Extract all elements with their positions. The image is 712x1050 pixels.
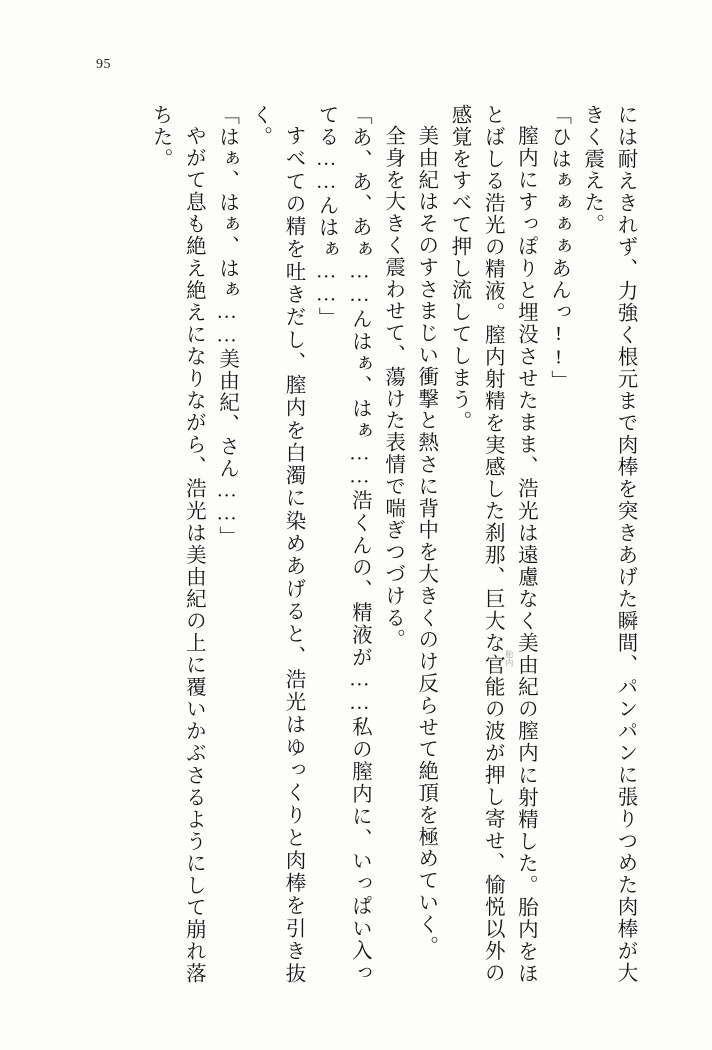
paragraph: すべての精を吐きだし、膣内を白濁に染めあげると、浩光はゆっくりと肉棒を引き抜く。 [248,104,304,984]
paragraph: 「はぁ、はぁ、はぁ……美由紀、さん……」 [215,104,238,548]
paragraph: 美由紀はそのすさまじい衝撃と熱さに背中を大きくのけ反らせて絶頂を極めていく。 [414,124,437,957]
paragraph: 「あ、あ、あぁ……んはぁ、はぁ……浩くんの、精液が……私の膣内に、いっぱい入ってる……んはぁ……」 [315,104,371,984]
paragraph: には耐えきれず、力強く根元まで肉棒を突きあげた瞬間、パンパンに張りつめた肉棒が大きく震えた。 [580,104,636,984]
paragraph: 全身を大きく震わせて、蕩けた表情で喘ぎつづける。 [381,124,404,651]
paragraph: やがて息も絶え絶えになりながら、浩光は美由紀の上に覆いかぶさるようにして崩れ落ちた。 [149,104,205,984]
paragraph: 「ひはぁぁぁぁあんっ!!」 [547,104,570,392]
body-text-vertical [96,104,641,984]
page-number: 95 [96,57,111,72]
paragraph: 膣内にすっぽりと埋没させたまま、浩光は遠慮なく美由紀の膣内に射精した。胎内をほとばしる浩光の精液。膣内射精を実感した刹那、巨大な官能の波が押し寄せ、愉悦以外の感覚をすべて押し流してしまう。 [447,104,537,984]
ruby-annotation: 胎内 [504,650,514,667]
